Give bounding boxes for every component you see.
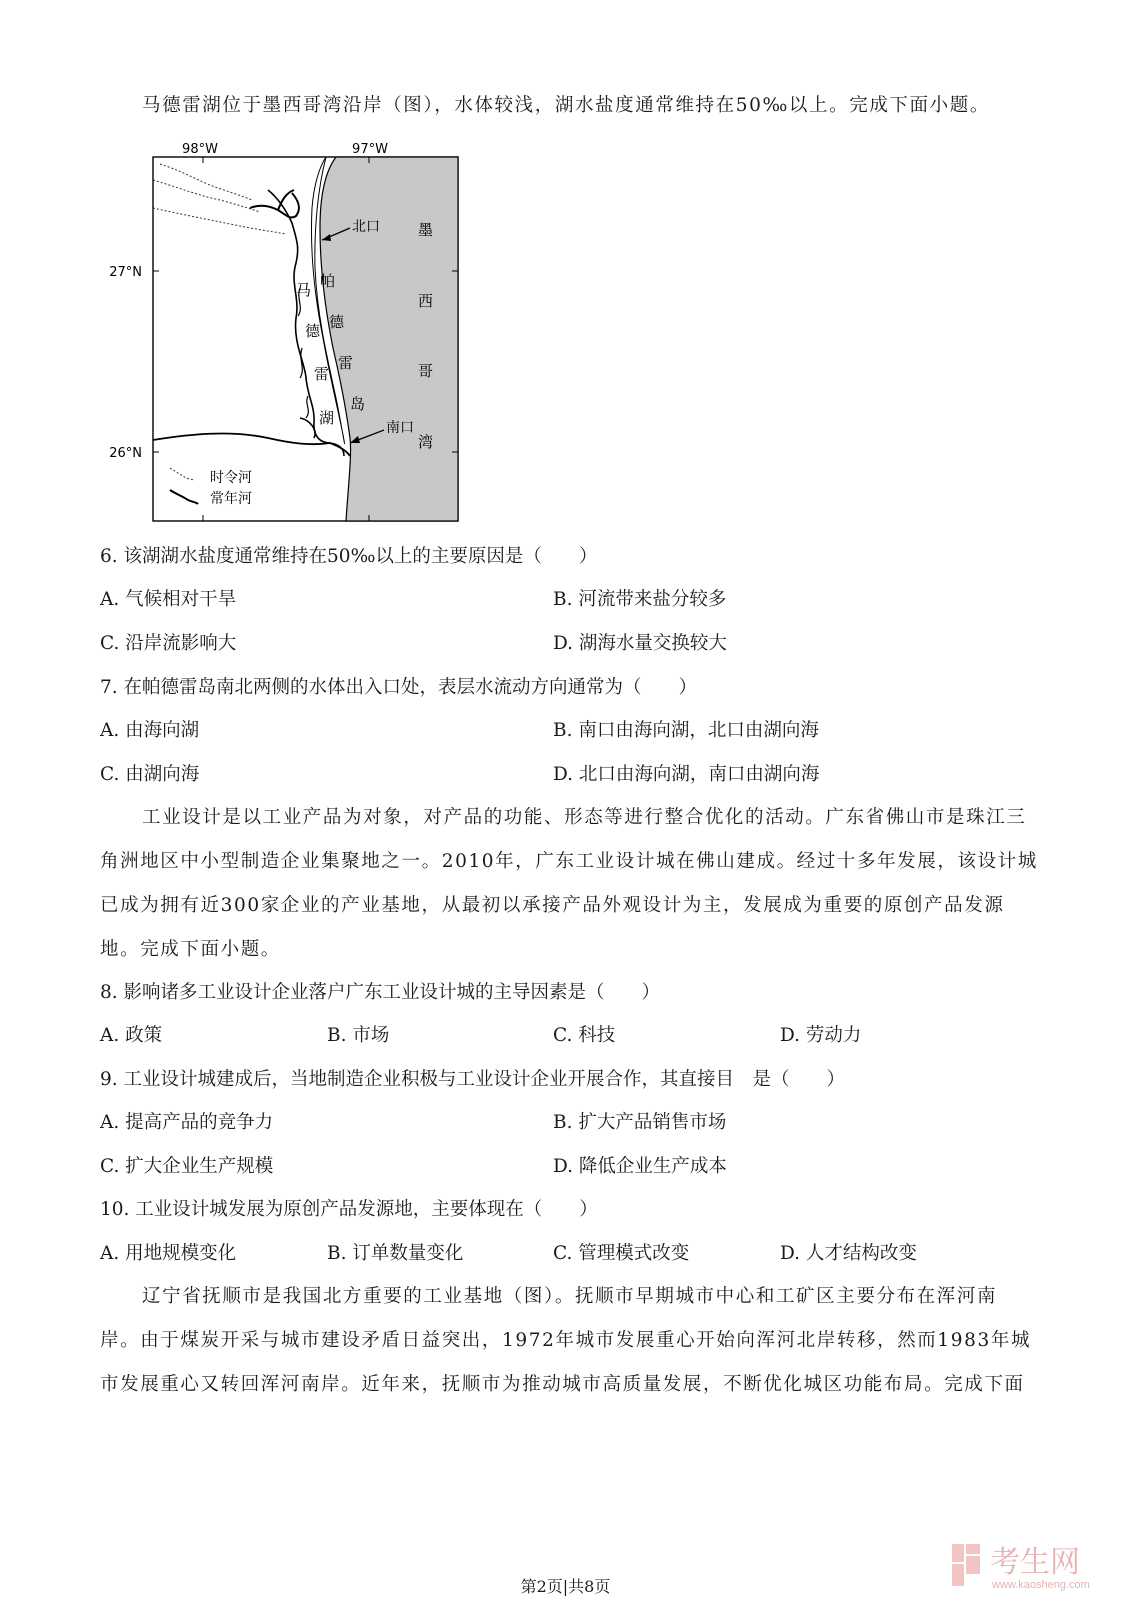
- q10-stem: 10. 工业设计城发展为原创产品发源地，主要体现在（ ）: [100, 1199, 598, 1220]
- q8-option-c[interactable]: C. 科技: [553, 1025, 616, 1046]
- q8-option-d[interactable]: D. 劳动力: [780, 1025, 862, 1046]
- intro-text-3: 辽宁省抚顺市是我国北方重要的工业基地（图）。抚顺市早期城市中心和工矿区主要分布在浑河南: [142, 1286, 998, 1307]
- q10-option-a[interactable]: A. 用地规模变化: [100, 1243, 237, 1264]
- q7-option-b[interactable]: B. 南口由海向湖，北口由湖向海: [553, 720, 819, 741]
- south-inlet-label: 南口: [386, 420, 414, 436]
- legend-perennial-river: 常年河: [210, 491, 252, 507]
- q8-option-b[interactable]: B. 市场: [327, 1025, 390, 1046]
- gulf-char: 哥: [418, 362, 434, 380]
- q9-option-a[interactable]: A. 提高产品的竞争力: [100, 1112, 274, 1133]
- intro-text-2: 工业设计是以工业产品为对象，对产品的功能、形态等进行整合优化的活动。广东省佛山市是珠江三: [142, 807, 1027, 828]
- q10-option-b[interactable]: B. 订单数量变化: [327, 1243, 464, 1264]
- q6-stem: 6. 该湖湖水盐度通常维持在50‰以上的主要原因是（ ）: [100, 546, 598, 567]
- island-char: 岛: [350, 395, 366, 413]
- q7-option-a[interactable]: A. 由海向湖: [100, 720, 200, 741]
- intro-text-2: 角洲地区中小型制造企业集聚地之一。2010年，广东工业设计城在佛山建成。经过十多年发展，该设计城: [100, 851, 1038, 872]
- lon-label-97w: 97°W: [352, 142, 388, 157]
- island-char: 雷: [338, 354, 354, 372]
- q10-option-c[interactable]: C. 管理模式改变: [553, 1243, 690, 1264]
- q8-option-a[interactable]: A. 政策: [100, 1025, 163, 1046]
- q6-option-a[interactable]: A. 气候相对干旱: [100, 589, 237, 610]
- intro-text-3: 岸。由于煤炭开采与城市建设矛盾日益突出，1972年城市发展重心开始向浑河北岸转移，然而1983年城: [100, 1330, 1032, 1351]
- legend-seasonal-river: 时令河: [210, 470, 252, 486]
- gulf-char: 墨: [418, 221, 434, 239]
- gulf-char: 西: [418, 292, 434, 310]
- q6-option-b[interactable]: B. 河流带来盐分较多: [553, 589, 727, 610]
- q7-option-d[interactable]: D. 北口由海向湖，南口由湖向海: [553, 764, 820, 785]
- island-char: 帕: [320, 272, 336, 290]
- lake-char: 马: [296, 281, 312, 299]
- q10-option-d[interactable]: D. 人才结构改变: [780, 1243, 917, 1264]
- lake-char: 湖: [319, 409, 335, 427]
- intro-text-2: 地。完成下面小题。: [100, 939, 281, 960]
- madre-lagoon-map: [100, 138, 480, 543]
- watermark-brand: 考生网: [990, 1546, 1080, 1579]
- lat-label-27n: 27°N: [109, 265, 142, 280]
- intro-text-3: 市发展重心又转回浑河南岸。近年来，抚顺市为推动城市高质量发展，不断优化城区功能布局。完成下面: [100, 1374, 1025, 1395]
- north-inlet-label: 北口: [352, 219, 380, 235]
- gulf-char: 湾: [418, 433, 434, 451]
- watermark-url: www.kaosheng.com: [992, 1579, 1090, 1591]
- q9-option-c[interactable]: C. 扩大企业生产规模: [100, 1156, 274, 1177]
- lat-label-26n: 26°N: [109, 446, 142, 461]
- q7-stem: 7. 在帕德雷岛南北两侧的水体出入口处，表层水流动方向通常为（ ）: [100, 677, 698, 698]
- q6-option-c[interactable]: C. 沿岸流影响大: [100, 633, 237, 654]
- q9-option-b[interactable]: B. 扩大产品销售市场: [553, 1112, 727, 1133]
- lake-char: 德: [305, 322, 321, 340]
- q6-option-d[interactable]: D. 湖海水量交换较大: [553, 633, 727, 654]
- q9-stem: 9. 工业设计城建成后，当地制造企业积极与工业设计企业开展合作，其直接目 是（ ）: [100, 1069, 846, 1090]
- q8-stem: 8. 影响诸多工业设计企业落户广东工业设计城的主导因素是（ ）: [100, 982, 661, 1003]
- page-footer: 第2页|共8页: [520, 1577, 611, 1596]
- lon-label-98w: 98°W: [182, 142, 218, 157]
- island-char: 德: [329, 313, 345, 331]
- q7-option-c[interactable]: C. 由湖向海: [100, 764, 200, 785]
- q9-option-d[interactable]: D. 降低企业生产成本: [553, 1156, 727, 1177]
- lake-char: 雷: [314, 365, 330, 383]
- intro-text-2: 已成为拥有近300家企业的产业基地，从最初以承接产品外观设计为主，发展成为重要的原创产品发源: [100, 895, 1005, 916]
- intro-text-1: 马德雷湖位于墨西哥湾沿岸（图），水体较浅，湖水盐度通常维持在50‰以上。完成下面小题。: [142, 95, 990, 116]
